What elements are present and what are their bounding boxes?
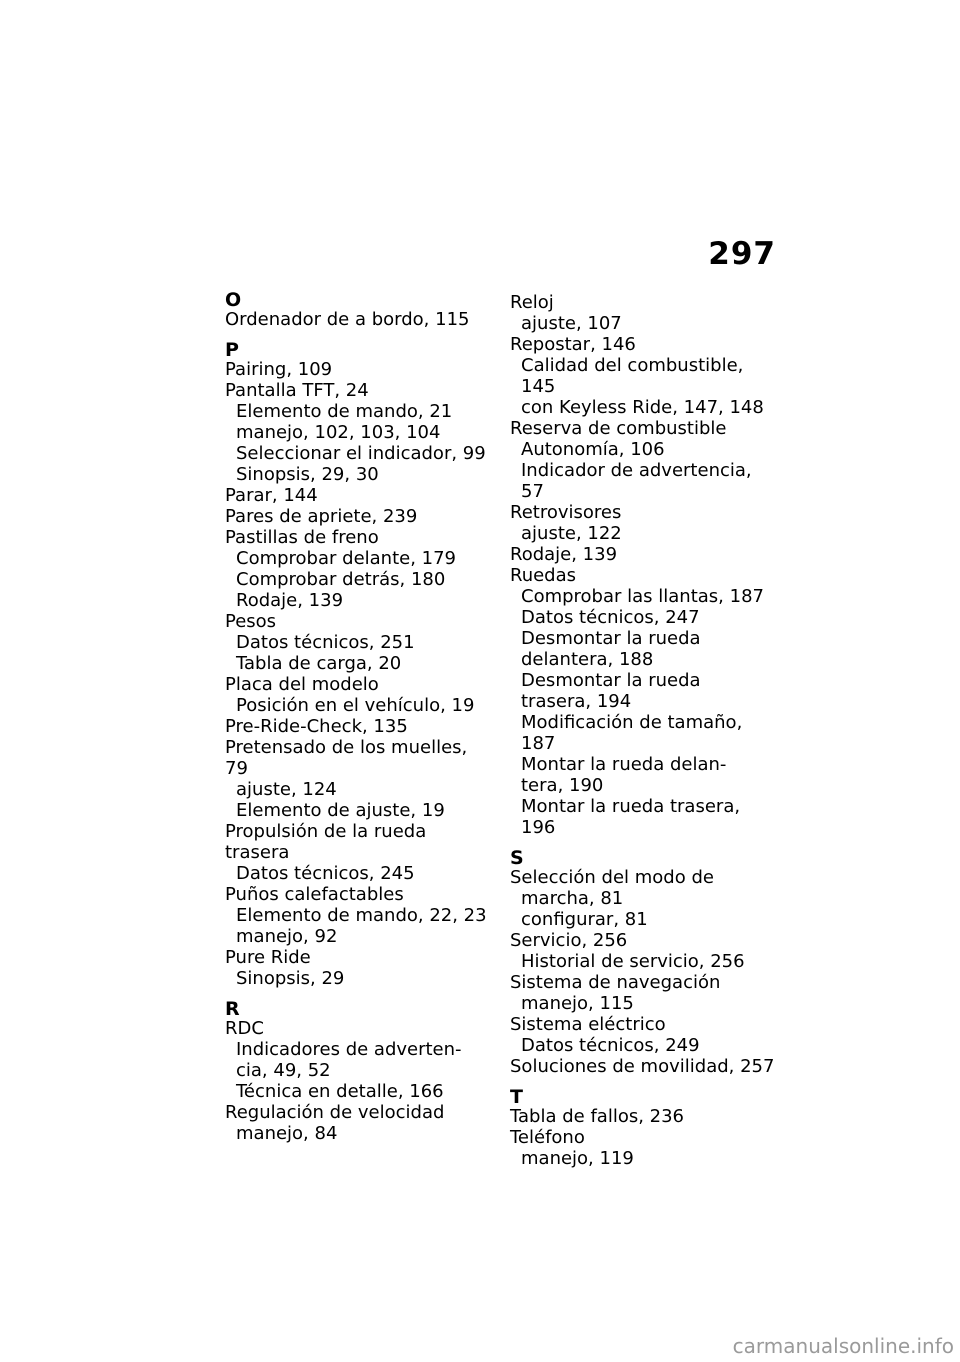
index-subentry: Rodaje, 139 [236, 590, 344, 611]
index-subentry: Autonomía, 106 [521, 439, 665, 460]
index-subentry: trasera, 194 [521, 691, 632, 712]
index-subentry: Sinopsis, 29, 30 [236, 464, 379, 485]
index-entry: Pares de apriete, 239 [225, 506, 418, 527]
index-subentry: Historial de servicio, 256 [521, 951, 745, 972]
index-entry: RDC [225, 1018, 264, 1039]
index-entry: Pure Ride [225, 947, 311, 968]
index-section-letter: P [225, 339, 239, 361]
index-subentry: Indicadores de adverten- [236, 1039, 462, 1060]
index-subentry: cia, 49, 52 [236, 1060, 331, 1081]
index-subentry: Comprobar delante, 179 [236, 548, 457, 569]
index-section-letter: R [225, 998, 240, 1020]
index-subentry: manejo, 115 [521, 993, 634, 1014]
index-entry: Sistema de navegación [510, 972, 721, 993]
index-subentry: Datos técnicos, 251 [236, 632, 415, 653]
index-subentry: Comprobar las llantas, 187 [521, 586, 764, 607]
index-subentry: marcha, 81 [521, 888, 624, 909]
index-column-left [225, 289, 493, 1144]
index-entry: Sistema eléctrico [510, 1014, 666, 1035]
index-subentry: ajuste, 122 [521, 523, 622, 544]
index-entry: Parar, 144 [225, 485, 318, 506]
index-subentry: delantera, 188 [521, 649, 654, 670]
index-subentry: con Keyless Ride, 147, 148 [521, 397, 764, 418]
index-entry: Repostar, 146 [510, 334, 636, 355]
index-subentry: Desmontar la rueda [521, 628, 701, 649]
index-subentry: Posición en el vehículo, 19 [236, 695, 475, 716]
index-subentry: Desmontar la rueda [521, 670, 701, 691]
index-subentry: Calidad del combustible, 145 [521, 355, 744, 397]
index-subentry: manejo, 92 [236, 926, 338, 947]
index-entry: Reloj [510, 292, 554, 313]
index-subentry: Montar la rueda delan- [521, 754, 727, 775]
index-subentry: configurar, 81 [521, 909, 648, 930]
index-entry: Servicio, 256 [510, 930, 628, 951]
index-entry: Reserva de combustible [510, 418, 727, 439]
index-entry: Selección del modo de [510, 867, 714, 888]
index-subentry: Indicador de advertencia, 57 [521, 460, 752, 502]
index-subentry: Sinopsis, 29 [236, 968, 345, 989]
index-entry: Pesos [225, 611, 277, 632]
index-subentry: Datos técnicos, 247 [521, 607, 700, 628]
index-subentry: tera, 190 [521, 775, 604, 796]
index-subentry: Elemento de mando, 21 [236, 401, 453, 422]
index-entry: Pretensado de los muelles, 79 [225, 737, 468, 779]
index-column-right [510, 292, 778, 1169]
index-subentry: Modificación de tamaño, 187 [521, 712, 743, 754]
index-subentry: manejo, 102, 103, 104 [236, 422, 441, 443]
index-subentry: Elemento de ajuste, 19 [236, 800, 445, 821]
index-subentry: Técnica en detalle, 166 [236, 1081, 444, 1102]
index-entry: Pre-Ride-Check, 135 [225, 716, 408, 737]
index-subentry: manejo, 119 [521, 1148, 634, 1169]
index-entry: Ruedas [510, 565, 577, 586]
index-section-letter: O [225, 289, 242, 311]
page-number: 297 [708, 236, 776, 272]
index-section-letter: T [510, 1086, 523, 1108]
index-entry: Rodaje, 139 [510, 544, 618, 565]
watermark: carmanualsonline.info [732, 1334, 954, 1358]
index-entry: Ordenador de a bordo, 115 [225, 309, 470, 330]
index-entry: Pastillas de freno [225, 527, 379, 548]
index-subentry: Comprobar detrás, 180 [236, 569, 446, 590]
index-entry: Puños calefactables [225, 884, 404, 905]
index-entry: Placa del modelo [225, 674, 379, 695]
index-entry: Propulsión de la rueda trasera [225, 821, 427, 863]
index-section-letter: S [510, 847, 524, 869]
index-subentry: Seleccionar el indicador, 99 [236, 443, 486, 464]
index-subentry: Montar la rueda trasera, 196 [521, 796, 741, 838]
index-subentry: Datos técnicos, 245 [236, 863, 415, 884]
index-entry: Pantalla TFT, 24 [225, 380, 369, 401]
index-entry: Teléfono [510, 1127, 585, 1148]
index-subentry: ajuste, 107 [521, 313, 622, 334]
index-subentry: ajuste, 124 [236, 779, 337, 800]
index-entry: Retrovisores [510, 502, 622, 523]
index-entry: Soluciones de movilidad, 257 [510, 1056, 775, 1077]
index-entry: Pairing, 109 [225, 359, 333, 380]
index-subentry: Tabla de carga, 20 [236, 653, 402, 674]
index-subentry: Elemento de mando, 22, 23 [236, 905, 487, 926]
index-entry: Tabla de fallos, 236 [510, 1106, 685, 1127]
index-subentry: manejo, 84 [236, 1123, 338, 1144]
index-subentry: Datos técnicos, 249 [521, 1035, 700, 1056]
index-entry: Regulación de velocidad [225, 1102, 445, 1123]
